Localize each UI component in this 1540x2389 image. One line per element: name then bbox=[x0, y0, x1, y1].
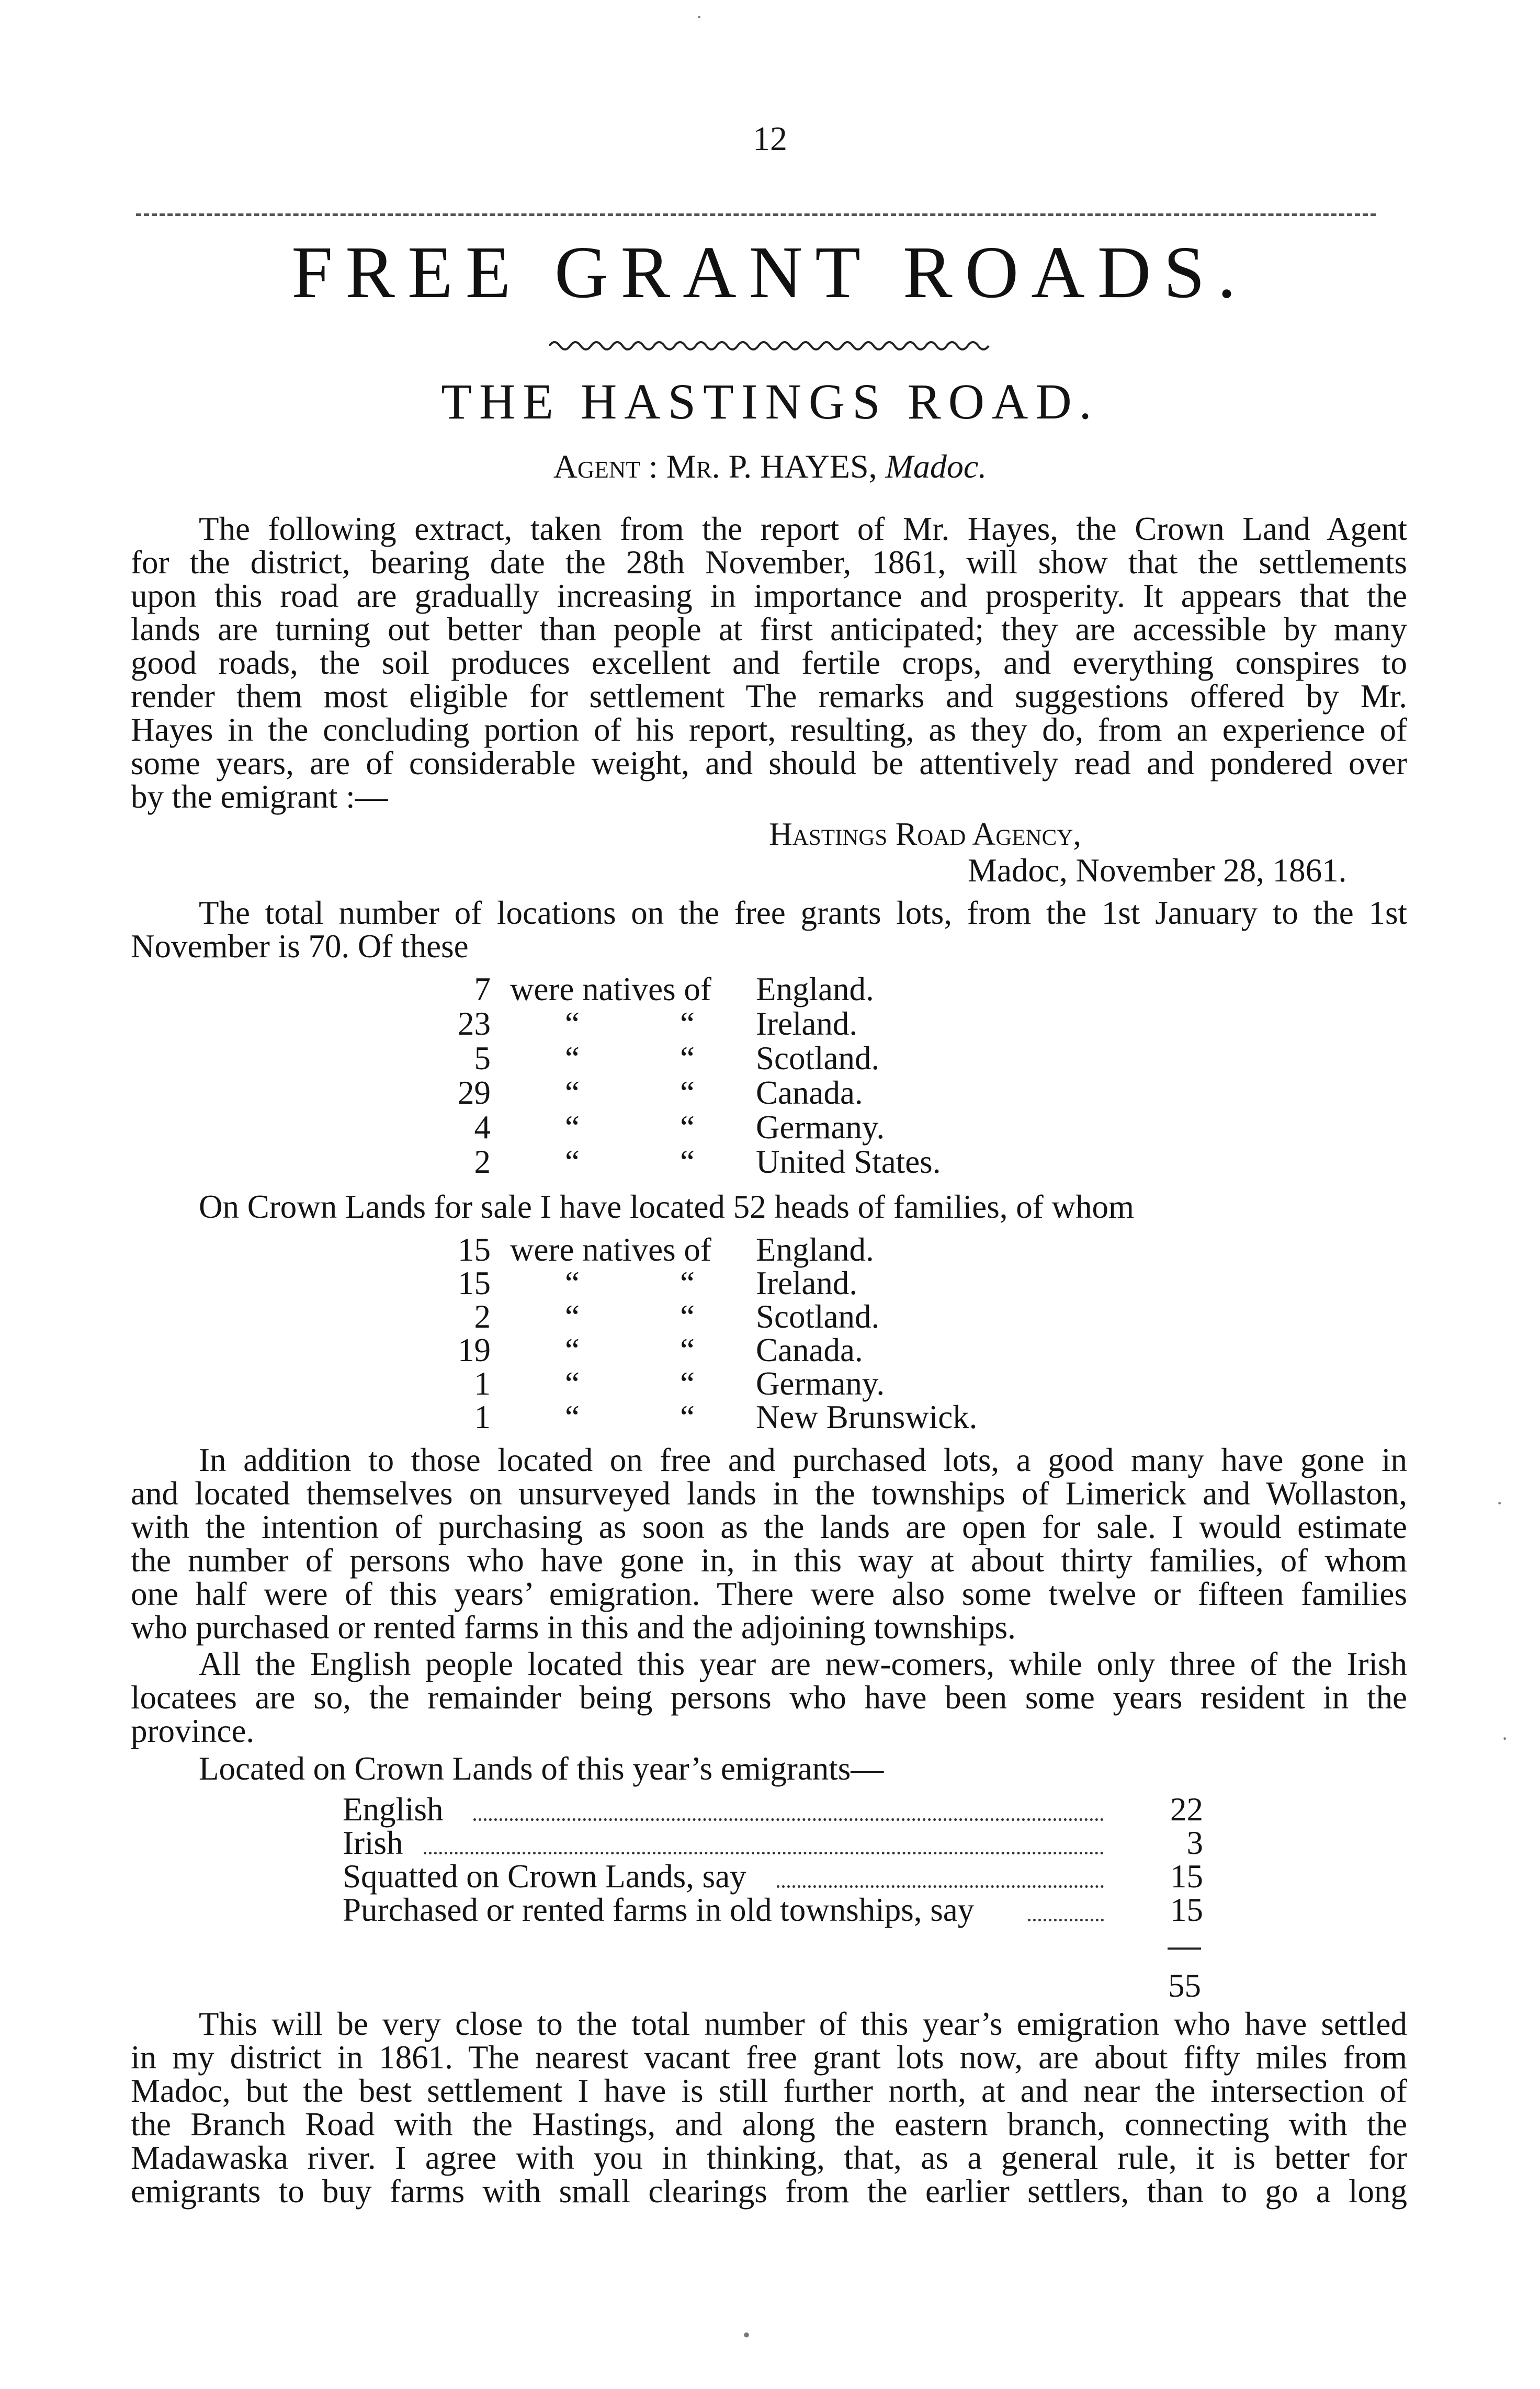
dot-leader bbox=[777, 1885, 1104, 1888]
ditto-mark: “ bbox=[680, 1040, 695, 1077]
text-line: The total number of locations on the free grants lots, from the 1st January to the 1st bbox=[199, 895, 1407, 931]
text-line: November is 70. Of these bbox=[131, 928, 469, 965]
text-line: good roads, the soil produces excellent and fertile crops, and everything conspires to bbox=[131, 644, 1407, 681]
main-title: FREE GRANT ROADS. bbox=[291, 231, 1249, 313]
section-title: THE HASTINGS ROAD. bbox=[441, 373, 1099, 429]
text-line: lands are turning out better than people at first anticipated; they are accessible by many bbox=[131, 611, 1407, 648]
count: 19 bbox=[458, 1332, 491, 1368]
text-line: one half were of this years’ emigration. There were also some twelve or fifteen families bbox=[131, 1576, 1407, 1612]
place: England. bbox=[756, 971, 874, 1007]
place: New Brunswick. bbox=[756, 1399, 978, 1435]
count: 2 bbox=[474, 1143, 491, 1180]
text-line: Hayes in the concluding portion of his report, resulting, as they do, from an experience of bbox=[131, 711, 1407, 748]
text-line: the Branch Road with the Hastings, and along the eastern branch, connecting with the bbox=[131, 2106, 1407, 2143]
agent-label: Agent : bbox=[553, 448, 658, 485]
agency-name: Hastings Road Agency, bbox=[769, 817, 1081, 852]
ditto-mark: “ bbox=[565, 1109, 580, 1146]
text-line: for the district, bearing date the 28th November, 1861, will show that the settlements bbox=[131, 544, 1407, 581]
count: 1 bbox=[474, 1399, 491, 1435]
ditto-mark: “ bbox=[680, 1005, 695, 1042]
text-line: The following extract, taken from the report of Mr. Hayes, the Crown Land Agent bbox=[199, 511, 1407, 547]
place: Canada. bbox=[756, 1332, 863, 1368]
ditto-mark: “ bbox=[565, 1265, 580, 1301]
place: Germany. bbox=[756, 1109, 885, 1146]
ditto-mark: “ bbox=[565, 1365, 580, 1402]
count: 23 bbox=[458, 1005, 491, 1042]
text-line: Madoc, but the best settlement I have is still further north, at and near the intersection of bbox=[131, 2073, 1407, 2109]
row-label: Squatted on Crown Lands, say bbox=[343, 1858, 746, 1895]
text-line: the number of persons who have gone in, in this way at about thirty families, of whom bbox=[131, 1542, 1407, 1579]
header-rule bbox=[136, 213, 1376, 216]
total-value: 55 bbox=[1168, 1967, 1201, 2004]
ditto-mark: “ bbox=[680, 1332, 695, 1368]
count: 2 bbox=[474, 1298, 491, 1335]
text-line: upon this road are gradually increasing in importance and prosperity. It appears that the bbox=[131, 578, 1407, 614]
count: 5 bbox=[474, 1040, 491, 1077]
natives-prefix: were natives of bbox=[510, 1231, 711, 1268]
row-value: 15 bbox=[1170, 1858, 1203, 1895]
text-line: All the English people located this year are new-comers, while only three of the Irish bbox=[199, 1646, 1407, 1682]
ditto-mark: “ bbox=[565, 1040, 580, 1077]
text-line: some years, are of considerable weight, and should be attentively read and pondered over bbox=[131, 745, 1407, 782]
text-line: and located themselves on unsurveyed lands in the townships of Limerick and Wollaston, bbox=[131, 1475, 1407, 1512]
letter-date: Madoc, November 28, 1861. bbox=[968, 852, 1347, 889]
place: England. bbox=[756, 1231, 874, 1268]
place: Scotland. bbox=[756, 1298, 880, 1335]
page-number: 12 bbox=[753, 120, 787, 158]
row-value: 15 bbox=[1170, 1892, 1203, 1928]
ornament-rule bbox=[549, 337, 994, 354]
count: 4 bbox=[474, 1109, 491, 1146]
ditto-mark: “ bbox=[680, 1365, 695, 1402]
ditto-mark: “ bbox=[565, 1298, 580, 1335]
text-line: This will be very close to the total number of this year’s emigration who have settled bbox=[199, 2006, 1407, 2042]
ditto-mark: “ bbox=[680, 1074, 695, 1111]
row-label: Irish bbox=[343, 1825, 403, 1861]
ditto-mark: “ bbox=[680, 1143, 695, 1180]
count: 7 bbox=[474, 971, 491, 1007]
ditto-mark: “ bbox=[680, 1399, 695, 1435]
ditto-mark: “ bbox=[565, 1332, 580, 1368]
text-line: On Crown Lands for sale I have located 52 heads of families, of whom bbox=[199, 1188, 1134, 1225]
agent-title: Mr. bbox=[666, 448, 720, 485]
place: Ireland. bbox=[756, 1265, 858, 1301]
natives-prefix: were natives of bbox=[510, 971, 711, 1007]
agent-name: P. HAYES, bbox=[728, 448, 877, 485]
dot-leader bbox=[473, 1818, 1104, 1821]
text-line: with the intention of purchasing as soon as the lands are open for sale. I would estimate bbox=[131, 1509, 1407, 1545]
ditto-mark: “ bbox=[680, 1265, 695, 1301]
scan-speck: ˙ bbox=[696, 11, 703, 35]
sum-rule bbox=[1168, 1948, 1201, 1950]
row-label: English bbox=[343, 1791, 444, 1828]
count: 29 bbox=[458, 1074, 491, 1111]
place: Scotland. bbox=[756, 1040, 880, 1077]
row-value: 3 bbox=[1186, 1825, 1203, 1861]
scan-speck: · bbox=[1501, 1727, 1509, 1750]
ditto-mark: “ bbox=[565, 1005, 580, 1042]
ditto-mark: “ bbox=[680, 1298, 695, 1335]
ditto-mark: “ bbox=[680, 1109, 695, 1146]
agent-line bbox=[0, 447, 1540, 486]
ditto-mark: “ bbox=[565, 1399, 580, 1435]
text-line: Located on Crown Lands of this year’s emigrants— bbox=[199, 1750, 884, 1787]
text-line: In addition to those located on free and purchased lots, a good many have gone in bbox=[199, 1442, 1407, 1478]
text-line: in my district in 1861. The nearest vacant free grant lots now, are about fifty miles from bbox=[131, 2039, 1407, 2076]
text-line: province. bbox=[131, 1713, 255, 1749]
count: 15 bbox=[458, 1231, 491, 1268]
ditto-mark: “ bbox=[565, 1143, 580, 1180]
text-line: who purchased or rented farms in this and the adjoining townships. bbox=[131, 1609, 1016, 1646]
dot-leader bbox=[1028, 1919, 1104, 1921]
text-line: Madawaska river. I agree with you in thinking, that, as a general rule, it is better for bbox=[131, 2139, 1407, 2176]
text-line: by the emigrant :— bbox=[131, 778, 388, 815]
row-value: 22 bbox=[1170, 1791, 1203, 1828]
dot-leader bbox=[424, 1852, 1104, 1854]
text-line: render them most eligible for settlement The remarks and suggestions offered by Mr. bbox=[131, 678, 1407, 715]
place: Canada. bbox=[756, 1074, 863, 1111]
count: 15 bbox=[458, 1265, 491, 1301]
scan-speck: · bbox=[1496, 1491, 1503, 1515]
place: Germany. bbox=[756, 1365, 885, 1402]
place: Ireland. bbox=[756, 1005, 858, 1042]
ditto-mark: “ bbox=[565, 1074, 580, 1111]
text-line: emigrants to buy farms with small clearings from the earlier settlers, than to go a long bbox=[131, 2173, 1407, 2210]
scan-speck: • bbox=[743, 2323, 751, 2347]
count: 1 bbox=[474, 1365, 491, 1402]
row-label: Purchased or rented farms in old townships, say bbox=[343, 1892, 975, 1928]
text-line: locatees are so, the remainder being persons who have been some years resident in the bbox=[131, 1679, 1407, 1716]
agent-place: Madoc. bbox=[885, 448, 987, 485]
place: United States. bbox=[756, 1143, 941, 1180]
